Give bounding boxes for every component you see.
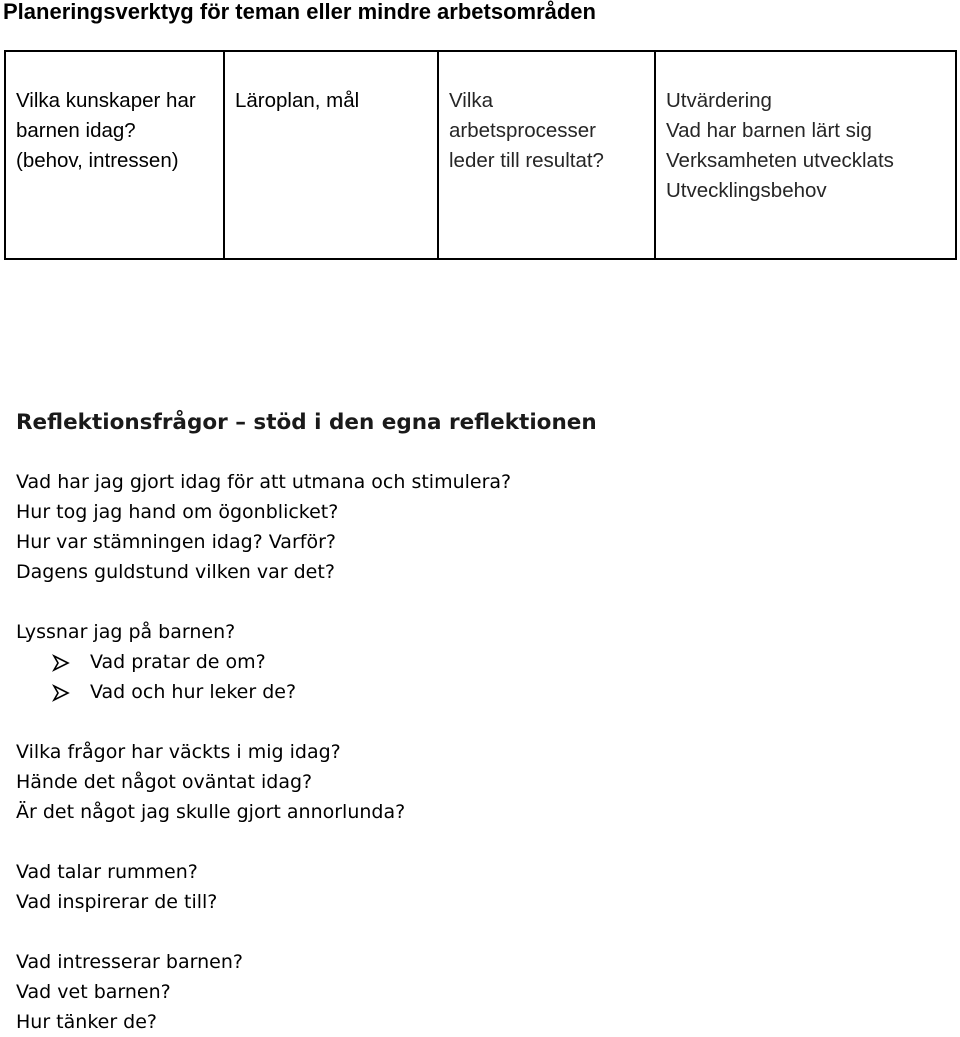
reflection-block-listening <box>16 617 296 707</box>
cell-line: Vilka kunskaper har <box>16 89 196 112</box>
cell-line: Verksamheten utvecklats <box>666 149 894 172</box>
cell-line: barnen idag? <box>16 119 136 142</box>
reflection-heading: Reflektionsfrågor – stöd i den egna reflektionen <box>16 410 597 435</box>
reflection-block-daily <box>16 467 511 587</box>
cell-line: leder till resultat? <box>449 149 604 172</box>
table-cell-knowledge <box>5 51 224 259</box>
question-line: Vad intresserar barnen? <box>16 951 243 973</box>
question-line: Vad vet barnen? <box>16 981 171 1003</box>
cell-line: Vilka <box>449 89 494 112</box>
cell-line: (behov, intressen) <box>16 149 179 172</box>
question-line: Lyssnar jag på barnen? <box>16 621 236 643</box>
cell-line: Läroplan, mål <box>235 89 360 112</box>
bullet-text: Vad och hur leker de? <box>90 681 297 703</box>
question-line: Hur tog jag hand om ögonblicket? <box>16 501 339 523</box>
question-line: Vilka frågor har väckts i mig idag? <box>16 741 341 763</box>
cell-line: arbetsprocesser <box>449 119 596 142</box>
reflection-block-self <box>16 737 405 827</box>
cell-line: Utvecklingsbehov <box>666 179 827 202</box>
reflection-block-rooms <box>16 857 217 917</box>
arrow-bullet-icon <box>52 654 70 672</box>
bullet-item <box>16 677 296 707</box>
question-line: Hände det något oväntat idag? <box>16 771 313 793</box>
question-line: Dagens guldstund vilken var det? <box>16 561 335 583</box>
table-cell-curriculum <box>224 51 438 259</box>
question-line: Hur tänker de? <box>16 1011 158 1033</box>
table-cell-work-processes <box>438 51 655 259</box>
bullet-text: Vad pratar de om? <box>90 651 266 673</box>
table-row <box>5 51 956 259</box>
question-line: Är det något jag skulle gjort annorlunda? <box>16 801 406 823</box>
question-line: Hur var stämningen idag? Varför? <box>16 531 336 553</box>
question-line: Vad inspirerar de till? <box>16 891 218 913</box>
bullet-item <box>16 647 296 677</box>
arrow-bullet-icon <box>52 684 70 702</box>
cell-line: Vad har barnen lärt sig <box>666 119 872 142</box>
planning-table <box>4 50 957 260</box>
question-line: Vad har jag gjort idag för att utmana och stimulera? <box>16 471 512 493</box>
page-title: Planeringsverktyg för teman eller mindre arbetsområden <box>3 0 596 24</box>
question-line: Vad talar rummen? <box>16 861 198 883</box>
cell-line: Utvärdering <box>666 89 772 112</box>
table-cell-evaluation <box>655 51 956 259</box>
reflection-block-children <box>16 947 243 1037</box>
